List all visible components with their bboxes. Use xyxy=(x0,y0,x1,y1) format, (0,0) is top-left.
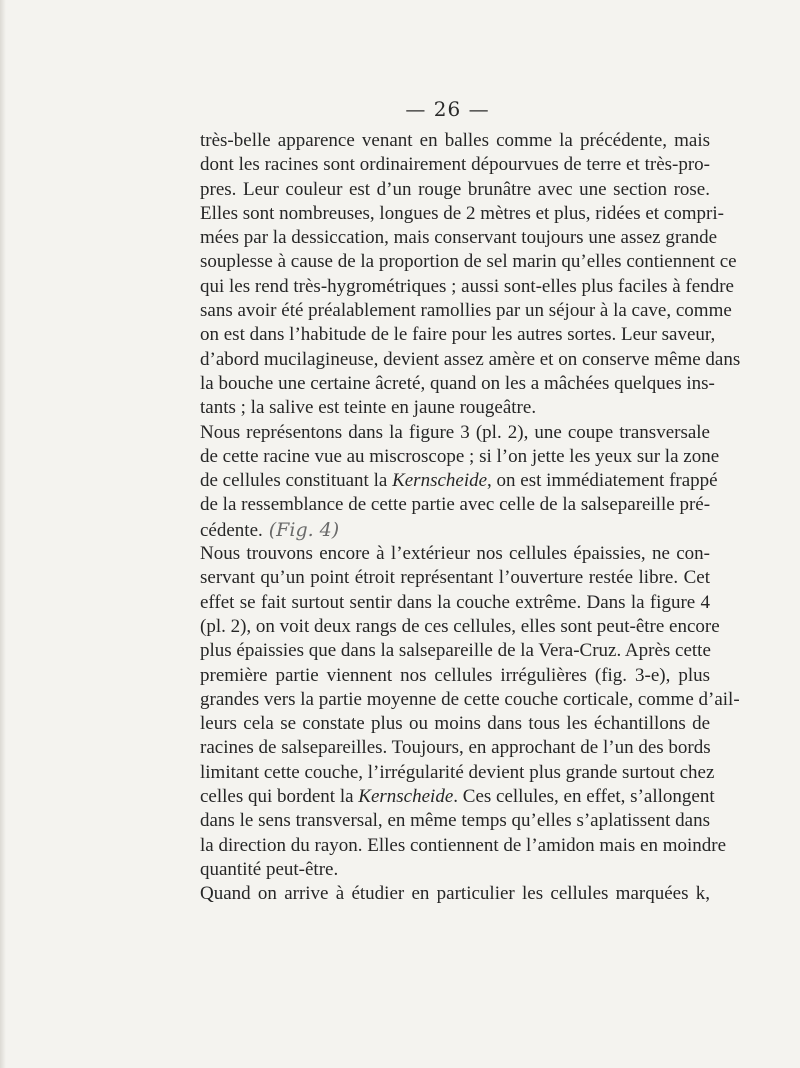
text-line-content: grandes vers la partie moyenne de cette couche corticale, comme d’ail- xyxy=(200,688,740,710)
text-line-content: première partie viennent nos cellules irrégulières (fig. 3-e), plus xyxy=(200,664,710,686)
text-line-content: très-belle apparence venant en balles comme la précédente, mais xyxy=(200,130,710,151)
text-line xyxy=(200,178,710,202)
text-line xyxy=(200,761,715,785)
text-line xyxy=(200,664,710,688)
text-line xyxy=(200,858,710,882)
text-line xyxy=(200,688,740,712)
text-line-content: la direction du rayon. Elles contiennent de l’amidon mais en moindre xyxy=(200,834,727,856)
text-line xyxy=(200,518,710,542)
text-line xyxy=(200,129,710,153)
text-line-content: Quand on arrive à étudier en particulier les cellules marquées k, xyxy=(200,883,710,905)
text-line xyxy=(200,202,724,226)
text-line-content: limitant cette couche, l’irrégularité devient plus grande surtout chez xyxy=(200,761,715,783)
text-line-content: la bouche une certaine âcreté, quand on les a mâchées quelques ins- xyxy=(200,372,715,394)
text-line-content: effet se fait surtout sentir dans la couche extrême. Dans la figure 4 xyxy=(200,591,710,613)
text-line xyxy=(200,639,710,663)
text-line-content: mées par la dessiccation, mais conservant toujours une assez grande xyxy=(200,227,718,249)
text-line-content: souplesse à cause de la proportion de sel marin qu’elles contiennent ce xyxy=(200,251,737,273)
text-line-content: qui les rend très-hygrométriques ; aussi sont-elles plus faciles à fendre xyxy=(200,275,734,297)
text-line xyxy=(200,323,716,347)
text-line xyxy=(200,445,720,469)
text-line xyxy=(200,421,710,445)
text-line xyxy=(200,712,710,736)
text-line xyxy=(200,299,732,323)
text-line-content: tants ; la salive est teinte en jaune rougeâtre. xyxy=(200,397,537,419)
text-line-content: sans avoir été préalablement ramollies par un séjour à la cave, comme xyxy=(200,300,732,322)
text-line-content: (pl. 2), on voit deux rangs de ces cellules, elles sont peut-être encore xyxy=(200,615,720,637)
text-line xyxy=(200,542,710,566)
handwritten-annotation: (Fig. 4) xyxy=(268,518,340,541)
text-line-content: Nous trouvons encore à l’extérieur nos cellules épaissies, ne con- xyxy=(200,543,710,565)
text-line-content: Elles sont nombreuses, longues de 2 mètres et plus, ridées et compri- xyxy=(200,202,724,224)
text-line-content: de cellules constituant la Kernscheide, on est immédiatement frappé xyxy=(200,470,718,492)
text-line-content: plus épaissies que dans la salsepareille de la Vera-Cruz. Après cette xyxy=(200,640,711,662)
text-line-content: Nous représentons dans la figure 3 (pl. 2), une coupe transversale xyxy=(200,421,710,443)
text-line xyxy=(200,275,734,299)
page-number: — 26 — xyxy=(405,97,490,121)
text-line xyxy=(200,493,710,517)
text-line xyxy=(200,469,718,493)
text-line xyxy=(200,372,715,396)
text-line xyxy=(200,834,727,858)
text-line-content: dans le sens transversal, en même temps qu’elles s’aplatissent dans xyxy=(200,810,710,832)
text-line xyxy=(200,615,720,639)
text-line-content: on est dans l’habitude de le faire pour les autres sortes. Leur saveur, xyxy=(200,324,716,346)
text-line xyxy=(200,396,710,420)
text-line xyxy=(200,785,715,809)
text-line xyxy=(200,591,710,615)
text-line-content: servant qu’un point étroit représentant l’ouverture restée libre. Cet xyxy=(200,567,710,589)
text-line-content: leurs cela se constate plus ou moins dans tous les échantillons de xyxy=(200,713,710,735)
text-line-content: dont les racines sont ordinairement dépourvues de terre et très-pro- xyxy=(200,154,710,176)
text-line xyxy=(200,348,741,372)
text-line xyxy=(200,250,737,274)
text-line-content: de cette racine vue au miscroscope ; si l’on jette les yeux sur la zone xyxy=(200,445,720,467)
scan-edge-shadow xyxy=(0,0,6,1068)
text-line xyxy=(200,809,710,833)
text-line xyxy=(200,153,710,177)
text-line-content: racines de salsepareilles. Toujours, en approchant de l’un des bords xyxy=(200,737,711,759)
text-line xyxy=(200,566,710,590)
body-text xyxy=(200,129,741,907)
text-line-content: celles qui bordent la Kernscheide. Ces cellules, en effet, s’allongent xyxy=(200,786,715,808)
text-line xyxy=(200,736,710,760)
text-line xyxy=(200,882,710,906)
text-line-content: d’abord mucilagineuse, devient assez amère et on conserve même dans xyxy=(200,348,741,370)
text-line-content: cédente. xyxy=(200,519,263,541)
text-line-content: de la ressemblance de cette partie avec celle de la salsepareille pré- xyxy=(200,494,711,516)
text-line-content: quantité peut-être. xyxy=(200,858,339,880)
text-line-content: pres. Leur couleur est d’un rouge brunâtre avec une section rose. xyxy=(200,178,710,200)
text-line xyxy=(200,226,718,250)
